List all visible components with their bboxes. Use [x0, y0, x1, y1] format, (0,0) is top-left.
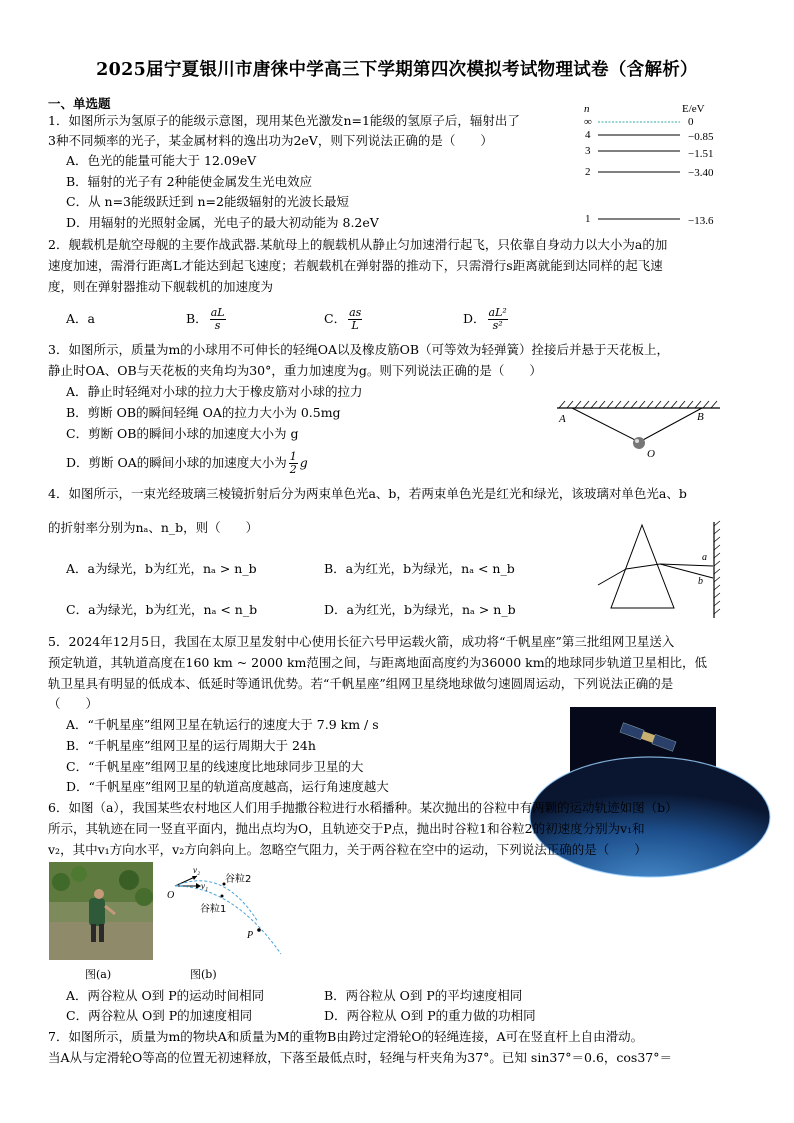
q1-option-a: A．色光的能量可能大于 12.09eV: [66, 153, 257, 168]
q1-stem-line2: 3种不同频率的光子，某金属材料的逸出功为2eV，则下列说法正确的是（ ）: [48, 133, 493, 148]
refracted-ray: [626, 564, 660, 569]
level-inf-e: 0: [688, 116, 694, 128]
q1-option-b: B．辐射的光子有 2种能使金属发生光电效应: [66, 174, 313, 189]
energy-level-diagram: [580, 100, 750, 230]
q2-option-a: A．a: [66, 311, 95, 326]
ray-b-label: b: [698, 576, 703, 587]
prism-diagram: [598, 520, 728, 620]
q1-option-d: D．用辐射的光照射金属，光电子的最大初动能为 8.2eV: [66, 215, 379, 230]
level-inf-n: ∞: [584, 116, 592, 128]
q6-option-c: C．两谷粒从 O到 P的加速度相同: [66, 1008, 253, 1023]
q1-option-c: C．从 n=3能级跃迁到 n=2能级辐射的光波长最短: [66, 194, 349, 209]
grain2-label: 谷粒2: [225, 874, 252, 885]
farmer-photo: [49, 862, 153, 960]
rope-oa: [572, 408, 637, 441]
q2-option-b: B． $\frac{aL}{s}$: [186, 306, 225, 332]
point-p-label: P: [247, 930, 254, 941]
q7-stem-line1: 7．如图所示，质量为m的物块A和质量为M的重物B由跨过定滑轮O的轻绳连接，A可在竖直杆上自由滑动。: [48, 1029, 644, 1044]
point-o-label: O: [167, 890, 175, 901]
q6-option-d: D．两谷粒从 O到 P的重力做的功相同: [324, 1008, 536, 1023]
q3-stem-line1: 3．如图所示，质量为m的小球用不可伸长的轻绳OA以及橡皮筋OB（可等效为轻弹簧）拴接后并悬于天花板上，: [48, 342, 670, 357]
n-axis-label: n: [584, 103, 590, 115]
q2-stem-line1: 2．舰载机是航空母舰的主要作战武器.某航母上的舰载机从静止匀加速滑行起飞，只依靠自身动力以大小为a的加: [48, 237, 668, 252]
figure-a-caption: 图(a): [85, 968, 112, 981]
q2-stem-line3: 度，则在弹射器推动下舰载机的加速度为: [48, 279, 274, 294]
q3-ceiling-ball-diagram: [555, 400, 725, 460]
q6-option-a: A．两谷粒从 O到 P的运动时间相同: [66, 988, 265, 1003]
q5-stem-line3: 轨卫星具有明显的低成本、低延时等通讯优势。若“千帆星座”组网卫星绕地球做匀速圆周运动，下列说法正确的是: [48, 676, 674, 691]
q3-option-a: A．静止时轻绳对小球的拉力大于橡皮筋对小球的拉力: [66, 384, 363, 399]
q4-option-b: B．a为红光，b为绿光，nₐ < n_b: [324, 561, 515, 576]
level-3-e: −1.51: [688, 148, 714, 160]
q5-option-d: D．“千帆星座”组网卫星的轨道高度越高，运行角速度越大: [66, 779, 389, 794]
q4-option-d: D．a为红光，b为绿光，nₐ > n_b: [324, 602, 516, 617]
ray-a-label: a: [702, 552, 707, 563]
q3-stem-line2: 静止时OA、OB与天花板的夹角均为30°，重力加速度为g。则下列说法正确的是（ ）: [48, 363, 542, 378]
grain1-label: 谷粒1: [200, 904, 227, 915]
figure-b-caption: 图(b): [190, 968, 217, 981]
level-2-e: −3.40: [688, 167, 714, 179]
level-1-e: −13.6: [688, 215, 714, 227]
q2-stem-line2: 速度加速，需滑行距离L才能达到起飞速度；若舰载机在弹射器的推动下，只需滑行s距离就能到达同样的起飞速: [48, 258, 663, 273]
q4-option-a: A．a为绿光，b为红光，nₐ > n_b: [66, 561, 257, 576]
point-p: [257, 928, 261, 932]
q2-option-c: C． $\frac{as}{L}$: [324, 306, 362, 332]
q3-option-b: B．剪断 OB的瞬间轻绳 OA的拉力大小为 0.5mg: [66, 405, 341, 420]
energy-axis-label: E/eV: [682, 103, 705, 115]
point-b-label: B: [697, 411, 704, 423]
ball: [633, 437, 645, 449]
level-2-n: 2: [585, 166, 591, 178]
q6-stem-line2: 所示，其轨迹在同一竖直平面内，抛出点均为O，且轨迹交于P点，抛出时谷粒1和谷粒2的初速度分别为v₁和: [48, 821, 645, 836]
ceiling-hatching: [559, 401, 717, 408]
screen-hatching: [714, 521, 720, 614]
q5-option-a: A．“千帆星座”组网卫星在轨运行的速度大于 7.9 km / s: [66, 717, 379, 732]
point-a-label: A: [559, 413, 566, 425]
q5-stem-line2: 预定轨道，其轨道高度在160 km ~ 2000 km范围之间，与距离地面高度约为36000 km的地球同步轨道卫星相比，低: [48, 655, 708, 670]
q2-option-d: D． $\frac{\text{aL²}}{\text{s²}}$: [463, 306, 507, 332]
q5-option-b: B．“千帆星座”组网卫星的运行周期大于 24h: [66, 738, 316, 753]
q3-option-c: C．剪断 OB的瞬间小球的加速度大小为 g: [66, 426, 299, 441]
q6-stem-line3: v₂，其中v₁方向水平，v₂方向斜向上。忽略空气阻力，关于两谷粒在空中的运动，下列说法正确的是（ ）: [48, 842, 647, 857]
incident-ray: [598, 569, 626, 585]
q1-stem-line1: 1．如图所示为氢原子的能级示意图，现用某色光激发n=1能级的氢原子后，辐射出了: [48, 113, 520, 128]
level-3-n: 3: [585, 145, 591, 157]
q5-stem-line1: 5．2024年12月5日，我国在太原卫星发射中心使用长征六号甲运载火箭，成功将“千帆星座”第三批组网卫星送入: [48, 634, 675, 649]
q4-option-c: C．a为绿光，b为红光，nₐ < n_b: [66, 602, 258, 617]
q4-stem-line1: 4．如图所示，一束光经玻璃三棱镜折射后分为两束单色光a、b，若两束单色光是红光和绿光，该玻璃对单色光a、b: [48, 486, 687, 501]
q7-stem-line2: 当A从与定滑轮O等高的位置无初速释放，下落至最低点时，轻绳与杆夹角为37°。已知 sin37°＝0.6，cos37°＝: [48, 1050, 673, 1065]
level-4-e: −0.85: [688, 131, 714, 143]
q4-stem-line2: 的折射率分别为nₐ、n_b，则（ ）: [48, 520, 259, 535]
v1-label: v₁: [201, 881, 209, 891]
q6-stem-line1: 6．如图（a），我国某些农村地区人们用手抛撒谷粒进行水稻播种。某次抛出的谷粒中有两颗的运动轨迹如图（b）: [48, 800, 678, 815]
point-o-label: O: [647, 448, 655, 460]
level-4-n: 4: [585, 129, 591, 141]
level-1-n: 1: [585, 213, 591, 225]
rubber-band-ob: [641, 408, 702, 441]
q5-stem-line4: （ ）: [48, 696, 99, 711]
q5-option-c: C．“千帆星座”组网卫星的线速度比地球同步卫星的大: [66, 759, 364, 774]
q3-option-d: D．剪断 OA的瞬间小球的加速度大小为 $\frac{1}{2}$ g: [66, 450, 308, 476]
v2-label: v₂: [193, 865, 201, 875]
section-heading: 一、单选题: [48, 96, 111, 111]
satellite-image: [570, 707, 716, 791]
trajectory-1: [175, 886, 281, 954]
trajectory-diagram: [163, 862, 288, 962]
page-title: 2025届宁夏银川市唐徕中学高三下学期第四次模拟考试物理试卷（含解析）: [96, 60, 698, 80]
q6-option-b: B．两谷粒从 O到 P的平均速度相同: [324, 988, 523, 1003]
